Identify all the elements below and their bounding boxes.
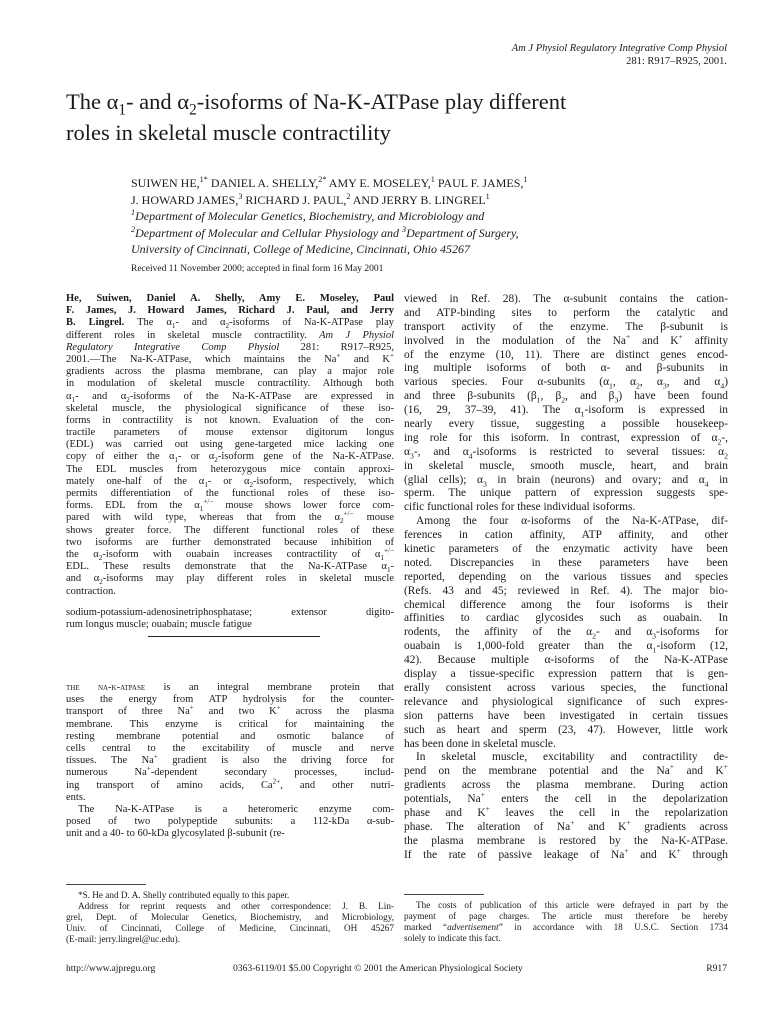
text-line: gradients across the plasma membrane. During action (404, 779, 728, 792)
text-line: display a tissue-specific expression pattern that is gen- (404, 668, 728, 681)
text-line: payment of page charges. The article must therefore be hereby (404, 911, 728, 921)
text-line: and ATP-binding sites to perform the catalytic and (404, 306, 728, 319)
abstract (66, 293, 394, 598)
affiliation-line: $^2$Department of Molecular and Cellular Physiology and $^3$Department of Surgery, (131, 224, 519, 240)
text-line: phase and K+ leaves the cell in the repolarization (404, 804, 728, 819)
author-line: SUIWEN HE,$^{1*}$ DANIEL A. SHELLY,$^{2*}$ AMY E. MOSELEY,$^1$ PAUL F. JAMES,$^1$ (131, 175, 528, 190)
footer-copyright: 0363-6119/01 $5.00 Copyright © 2001 the American Physiological Society (233, 963, 523, 974)
text-line: marked “advertisement” in accordance with 18 U.S.C. Section 1734 (404, 922, 728, 932)
text-line: B. Lingrel. The $\alpha_1-$ and $\alpha_2$-isoforms of Na-K-ATPase play (66, 317, 394, 331)
footer-url[interactable]: http://www.ajpregu.org (66, 963, 156, 974)
text-line: sodium-potassium-adenosinetriphosphatase; extensor digito- (66, 606, 394, 618)
text-line: sion patterns have been investigated in certain tissues (404, 709, 728, 722)
text-line: the $\alpha_2$-isoform with ouabain increases contractility of $\alpha_1^{+/-}$ (66, 546, 394, 563)
text-line: and three β-subunits ($\beta_1$, $\beta_2$, and $\beta_3$) have been found (404, 390, 728, 405)
journal-header (512, 42, 727, 68)
text-line: kinetic parameters of the enzymatic activity have been (404, 543, 728, 556)
publication-cost-footnote (404, 900, 728, 944)
text-line: ouabain is 1,000-fold greater than the $\alpha_1$-isoform (12, (404, 640, 728, 655)
text-line: such as heart and sperm (23, 47). However, little work (404, 723, 728, 736)
text-line: 2001.—The Na-K-ATPase, which maintains the Na+ and K+ (66, 351, 395, 365)
text-line: gradients across the plasma membrane, can play a major role (66, 366, 394, 378)
received-dates: Received 11 November 2000; accepted in final form 16 May 2001 (131, 263, 384, 274)
text-line: affinities to cardiac glycosides such as ouabain. In (404, 612, 728, 625)
text-line: ing transport of amino acids, $Ca^{2+}$, and other nutri- (66, 777, 394, 791)
introduction-text (66, 682, 394, 840)
right-column-text (404, 293, 728, 863)
text-line: two isoforms are further demonstrated because inhibition of (66, 536, 394, 548)
abstract-divider (148, 636, 320, 637)
text-line: relevance and physiological significance of such expres- (404, 695, 728, 708)
author-line: J. HOWARD JAMES,$^3$ RICHARD J. PAUL,$^2$ AND JERRY B. LINGREL$^1$ (131, 191, 490, 207)
text-line: shows greater force. The different functional roles of these (66, 524, 394, 536)
text-line: posed of two polypeptide subunits: a 112-kDa α-sub- (66, 816, 394, 828)
text-line: EDL. These results demonstrate that the Na-K-ATPase $\alpha_1-$ (66, 561, 394, 575)
text-line: If the rate of passive leakage of Na+ and K+ through (404, 845, 728, 861)
text-line: the na-k-atpase is an integral membrane protein that (66, 682, 394, 693)
journal-name: Am J Physiol Regulatory Integrative Comp Physiol (511, 43, 727, 54)
text-line: rodents, the affinity of the $\alpha_2-$ and $\alpha_3$-isoforms for (404, 626, 729, 641)
text-line: nearly every tissue, suggesting a possible housekeep- (404, 418, 728, 431)
text-line: F. James, J. Howard James, Richard J. Paul, and Jerry (66, 305, 394, 317)
text-line: $\alpha_3-$, and $\alpha_4$-isoforms is restricted to several tissues: $\alpha_2$ (404, 445, 728, 461)
text-line: cells central to the excitability of muscle and nerve (66, 742, 394, 754)
affiliation-line: University of Cincinnati, College of Medicine, Cincinnati, Ohio 45267 (131, 242, 470, 256)
text-line: ing role for this isoform. In contrast, expression of $\alpha_2-$, (404, 431, 728, 447)
text-line: erally consistent across various species, the functional (404, 681, 728, 694)
text-line: sperm. The unique pattern of expression suggests spe- (404, 487, 728, 500)
text-line: copy of either the $\alpha_1-$ or $\alpha_2$-isoform gene of the Na-K-ATPase. (66, 451, 394, 465)
text-line: tractile parameters of mouse extensor digitorum longus (66, 427, 394, 439)
text-line: (EDL) was carried out using gene-targeted mice lacking one (66, 439, 394, 451)
text-line: In skeletal muscle, excitability and contractility de- (416, 751, 728, 764)
text-line: The EDL muscles from heterozygous mice contain approxi- (66, 463, 394, 475)
text-line: (E-mail: jerry.lingrel@uc.edu). (66, 934, 180, 944)
text-line: involved in the modulation of the Na+ and K+ affinity (404, 331, 729, 347)
text-line: in modulation of skeletal muscle contractility. Although both (66, 378, 394, 390)
text-line: numerous Na+-dependent secondary processes, includ- (66, 764, 394, 779)
text-line: (16, 29, 37–39, 41). The $\alpha_1$-isoform is expressed in (404, 404, 729, 419)
text-line: ents. (66, 791, 86, 803)
text-line: phase. The alteration of Na+ and K+ gradients across (404, 818, 728, 833)
text-line: skeletal muscle, the physiological significance of these iso- (66, 402, 394, 414)
text-line: Univ. of Cincinnati, College of Medicine, Cincinnati, OH 45267 (66, 923, 394, 933)
text-line: The Na-K-ATPase is a heteromeric enzyme com- (78, 803, 394, 815)
author-block (131, 175, 527, 277)
text-line: grel, Dept. of Molecular Genetics, Biochemistry, and Microbiology, (66, 912, 394, 922)
text-line: potentials, Na+ enters the cell in the depolarization (404, 790, 728, 806)
text-line: pend on the membrane potential and the Na+ and K+ (404, 762, 728, 778)
article-title (66, 86, 726, 148)
text-line: *S. He and D. A. Shelly contributed equally to this paper. (78, 890, 290, 900)
text-line: reported, depending on the various tissues and species (404, 570, 728, 583)
text-line: of the enzyme (10, 11). There are distinct genes encod- (404, 348, 728, 361)
text-line: unit and a 40- to 60-kDa glycosylated β-subunit (re- (66, 828, 285, 840)
text-line: uses the energy from ATP hydrolysis for the counter- (66, 694, 394, 706)
text-line: transport activity of the enzyme. The β-subunit is (404, 320, 728, 333)
text-line: Address for reprint requests and other correspondence: J. B. Lin- (78, 901, 394, 911)
text-line: He, Suiwen, Daniel A. Shelly, Amy E. Moseley, Paul (66, 293, 394, 304)
text-line: forms in contractility is not known. Evaluation of the con- (66, 414, 394, 426)
title-line: The $\alpha_1-$ and $\alpha_2$-isoforms of Na-K-ATPase play different (66, 89, 567, 119)
affiliation-line: $^1$Department of Molecular Genetics, Biochemistry, and Microbiology and (131, 208, 485, 223)
text-line: Among the four α-isoforms of the Na-K-ATPase, dif- (416, 515, 728, 528)
text-line: (glial cells); $\alpha_3$ in brain (neurons) and ovary; and $\alpha_4$ in (404, 473, 728, 488)
text-line: permits differentiation of the functional roles of these iso- (66, 488, 394, 499)
text-line: membrane. This enzyme is critical for maintaining the (66, 718, 394, 730)
text-line: noted. Discrepancies in these parameters have been (404, 556, 728, 569)
text-line: ing multiple isoforms of both α- and β-subunits in (404, 362, 728, 375)
text-line: chemical difference among the four isoforms is their (404, 598, 728, 611)
journal-citation: 281: R917–R925, 2001. (626, 56, 727, 67)
text-line: various species. Four α-subunits ($\alpha_1$, $\alpha_2$, $\alpha_3$, and $\alpha_4$) (404, 376, 729, 391)
text-line: Regulatory Integrative Comp Physiol 281: R917–R925, (66, 341, 394, 353)
footer-page-number: R917 (706, 963, 727, 974)
text-line: (Refs. 43 and 45; reviewed in Ref. 4). The major bio- (404, 584, 728, 597)
text-line: ferences in cation affinity, ATP affinity, and other (404, 529, 728, 542)
text-line: rum longus muscle; ouabain; muscle fatigue (66, 618, 252, 630)
text-line: $\alpha_1-$ and $\alpha_2$-isoforms of the Na-K-ATPase are expressed in (66, 390, 394, 404)
left-column (66, 293, 394, 631)
text-line: has been done in skeletal muscle. (404, 737, 556, 750)
text-line: The costs of publication of this article were defrayed in part by the (416, 900, 728, 910)
text-line: and $\alpha_2$-isoforms may play different roles in skeletal muscle (66, 573, 394, 587)
footnote-divider (404, 894, 484, 895)
title-line: roles in skeletal muscle contractility (66, 120, 391, 145)
keywords (66, 607, 394, 631)
text-line: different roles in skeletal muscle contractility. Am J Physiol (66, 329, 394, 341)
text-line: contraction. (66, 585, 116, 597)
text-line: cific functional roles for these individual isoforms. (404, 501, 636, 514)
text-line: viewed in Ref. 28). The α-subunit contains the cation- (404, 293, 728, 305)
text-line: pared with wild type, whereas that from the $\alpha_2^{+/-}$ mouse (66, 509, 394, 526)
text-line: transport of three Na+ and two K+ across the plasma (66, 703, 394, 718)
text-line: mately one-half of the $\alpha_1-$ or $\alpha_2$-isoform, respectively, which (66, 475, 394, 489)
text-line: solely to indicate this fact. (404, 933, 501, 943)
text-line: in skeletal muscle, smooth muscle, heart, and brain (404, 459, 728, 472)
text-line: resting membrane potential and osmotic balance of (66, 730, 394, 742)
footnote-divider (66, 884, 146, 885)
text-line: tissues. The Na+ gradient is also the driving force for (66, 752, 394, 767)
text-line: the plasma membrane is restored by the Na-K-ATPase. (404, 834, 728, 847)
text-line: forms. EDL from the $\alpha_1^{+/-}$ mouse shows lower force com- (66, 497, 394, 514)
text-line: 42). Because multiple α-isoforms of the Na-K-ATPase (404, 654, 728, 667)
correspondence-footnote (66, 890, 394, 945)
